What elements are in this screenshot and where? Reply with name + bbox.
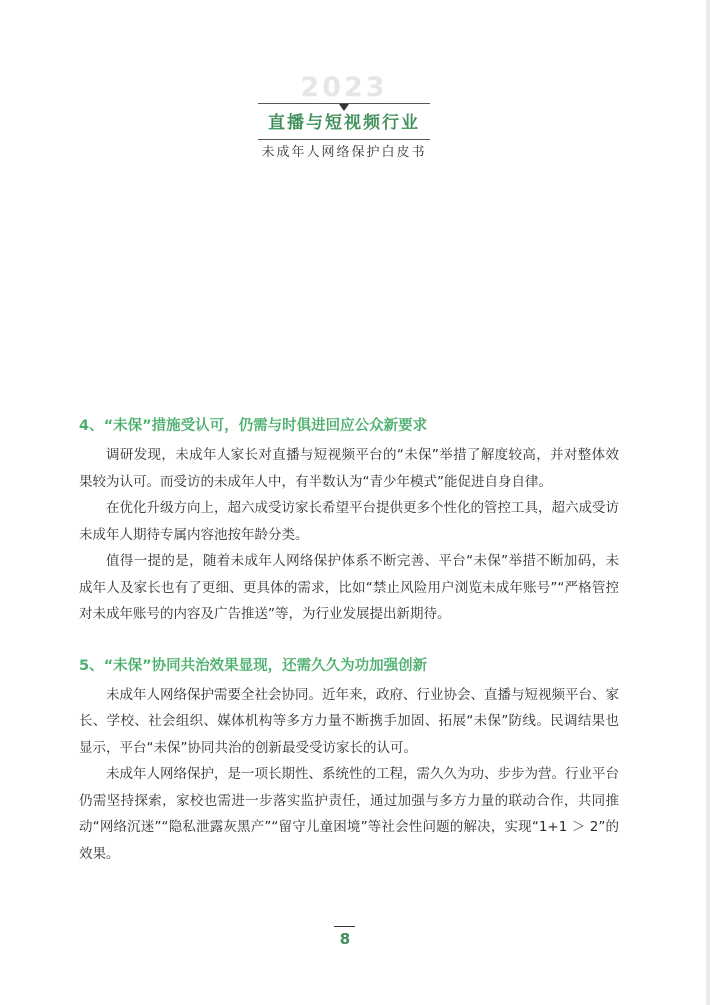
paragraph: 值得一提的是，随着未成年人网络保护体系不断完善、平台“未保”举措不断加码，未成年人及家长也有了更细、更具体的需求，比如“禁止风险用户浏览未成年账号”“严格管控对未成年账号的内容及广告推送”等，为行业发展提出新期待。	[79, 553, 619, 622]
header-divider	[258, 139, 430, 140]
section-title: 4、“未保”措施受认可，仍需与时俱进回应公众新要求	[79, 418, 428, 434]
section-5	[79, 656, 619, 868]
section-title: 5、“未保”协同共治效果显现，还需久久为功加强创新	[79, 657, 428, 674]
paragraph: 在优化升级方向上，超六成受访家长希望平台提供更多个性化的管控工具，超六成受访未成年人期待专属内容池按年龄分类。	[79, 500, 619, 543]
page-edge-shadow	[706, 0, 710, 1005]
header-title-main: 直播与短视频行业	[268, 113, 420, 133]
page-number-rule	[334, 926, 355, 927]
header-year: 2023	[300, 72, 388, 103]
paragraph: 未成年人网络保护需要全社会协同。近年来，政府、行业协会、直播与短视频平台、家长、学校、社会组织、媒体机构等多方力量不断携手加固、拓展“未保”防线。民调结果也显示，平台“未保”协同共治的创新最受受访家长的认可。	[79, 686, 619, 756]
triangle-down-icon	[339, 104, 349, 111]
header-rule	[258, 103, 430, 104]
main-content	[79, 416, 619, 867]
header-title-sub: 未成年人网络保护白皮书	[261, 145, 427, 160]
page-number: 8	[339, 930, 351, 948]
paragraph: 未成年人网络保护，是一项长期性、系统性的工程，需久久为功、步步为营。行业平台仍需坚持探索，家校也需进一步落实监护责任，通过加强与多方力量的联动合作，共同推动“网络沉迷”“隐私泄露灰黑产”“留守儿童困境”等社会性问题的解决，实现“1+1 ＞ 2”的效果。	[79, 766, 619, 862]
paragraph: 调研发现，未成年人家长对直播与短视频平台的“未保”举措了解度较高，并对整体效果较为认可。而受访的未成年人中，有半数认为“青少年模式”能促进自身自律。	[79, 447, 619, 490]
page-header	[258, 74, 430, 161]
section-4	[79, 416, 619, 628]
